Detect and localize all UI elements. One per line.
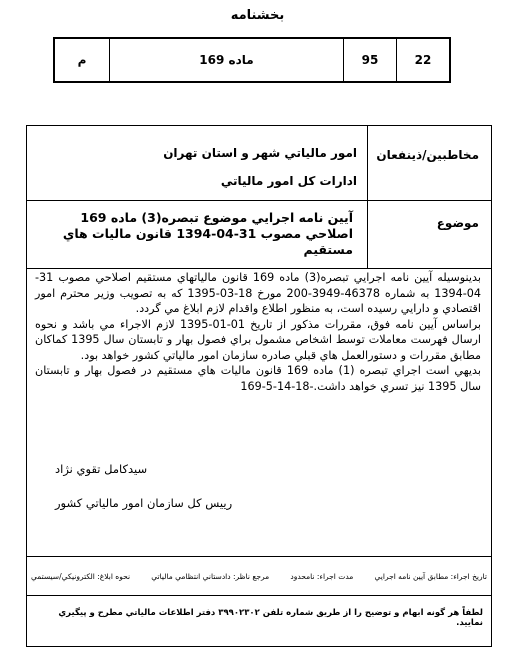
signature-name: سيدكامل تقوي نژاد — [55, 462, 148, 476]
body-paragraph-1: بدينوسيله آيين نامه اجرايي تبصره(3) ماده 169 قانون مالياتهاي مستقيم اصلاحي مصوب 31-04-1394 به شماره 46378-3949-200 مورخ 18-03-1395 كه به تصويب وزير محترم امور اقتصادي و دارايي رسيده است، به منظور اطلاع واقدام لازم ابلاغ مي گردد. — [35, 271, 481, 315]
body-paragraph-2: براساس آيين نامه فوق، مقررات مذكور از تاريخ 01-01-1395 لازم الاجراء مي باشد و نحوه ارسال فهرست معاملات توسط اشخاص مشمول براي فصول بهار و تابستان سال 1395 كماكان مطابق مقررات و دستورالعمل هاي قبلي صادره سازمان امور مالياتي كشور خواهد بود. — [35, 317, 481, 362]
subject-row — [27, 200, 491, 269]
meta-delivery: نحوه ابلاغ: الكترونيكي/سيستمي — [31, 571, 131, 581]
meta-supervisor: مرجع ناظر: دادستاني انتظامي مالياتي — [151, 571, 270, 581]
recipients-line1: امور مالياتي شهر و استان تهران — [163, 146, 357, 160]
meta-validity: مدت اجراء: نامحدود — [290, 571, 354, 581]
main-box — [26, 125, 492, 647]
recipients-label: مخاطبين/ذينفعان — [367, 126, 491, 200]
header-code: 95 — [343, 39, 396, 81]
recipients-value — [27, 126, 367, 200]
header-article: ماده 169 — [109, 39, 343, 81]
recipients-row — [27, 126, 491, 201]
header-number: 22 — [396, 39, 449, 81]
subject-text: آيين نامه اجرايي موضوع تبصره(3) ماده 169 اصلاحي مصوب 31-04-1394 قانون ماليات هاي مستقيم — [62, 210, 353, 257]
subject-label: موضوع — [367, 200, 491, 268]
footer-note: لطفاً هر گونه ابهام و توضيح را از طريق شماره تلفن ۳۹۹۰۲۳۰۲ دفتر اطلاعات مالياتي مطرح و پيگيري نماييد. — [58, 608, 483, 628]
recipients-line2: ادارات كل امور مالياتي — [220, 174, 357, 188]
header-table — [53, 37, 451, 83]
body-text — [35, 270, 481, 394]
meta-row — [27, 556, 491, 596]
header-letter: م — [77, 53, 87, 67]
meta-exec-date: تاريخ اجراء: مطابق آيين نامه اجرايي — [374, 571, 487, 581]
signature-position: رييس كل سازمان امور مالياتي كشور — [55, 496, 233, 510]
body-paragraph-3: بديهي است اجراي تبصره (1) ماده 169 قانون ماليات هاي مستقيم در فصول بهار و تابستان سال 1395 نيز تسري خواهد داشت.-18-14-5-169 — [35, 364, 481, 393]
document-title: بخشنامه — [230, 8, 285, 23]
